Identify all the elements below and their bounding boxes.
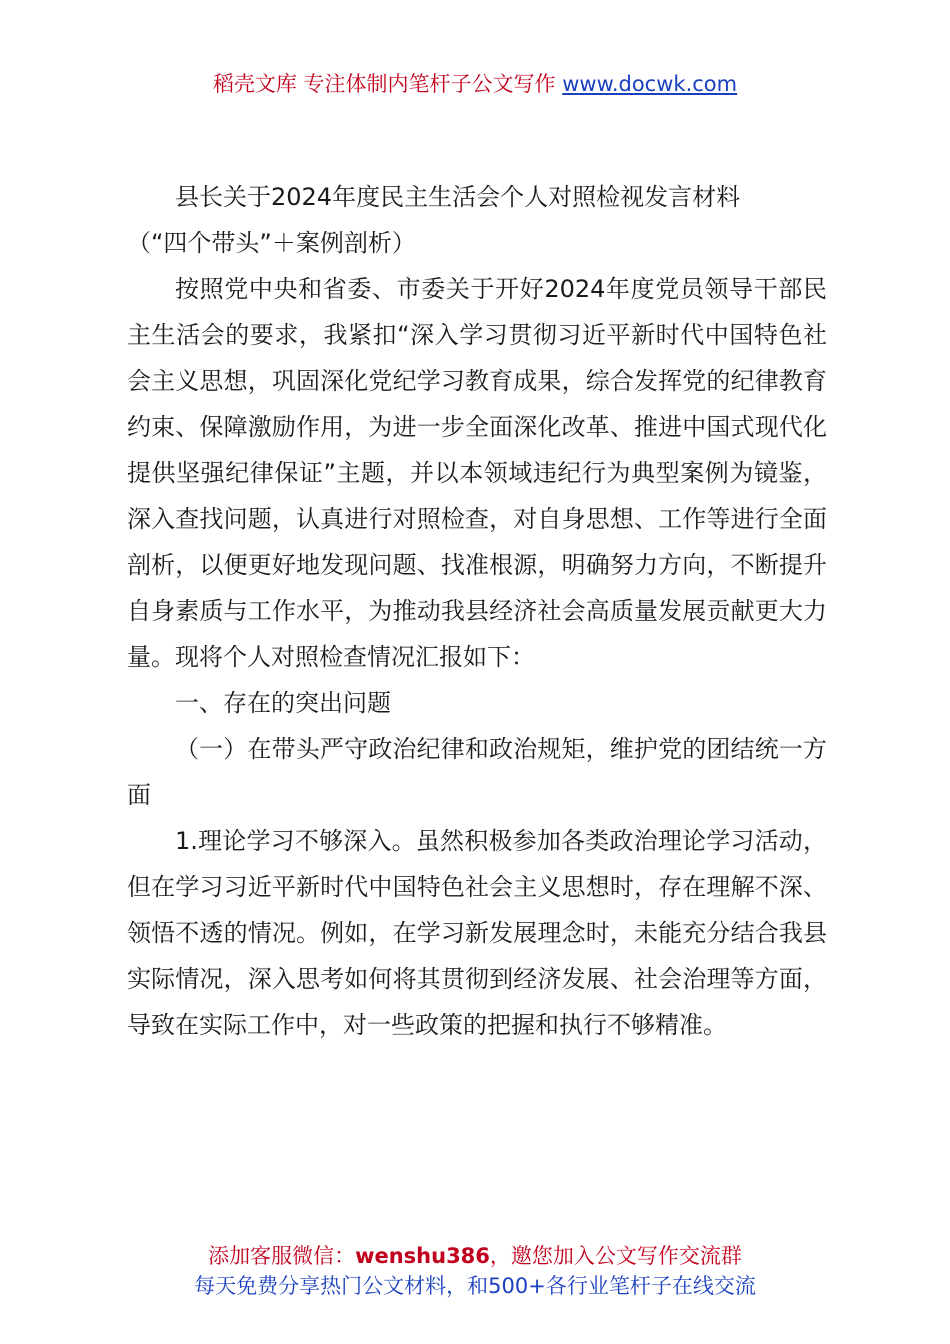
document-body — [127, 174, 827, 1048]
document-title: 县长关于2024年度民主生活会个人对照检视发言材料 — [175, 183, 741, 211]
point-theory-study-paragraph: 1.理论学习不够深入。虽然积极参加各类政治理论学习活动，但在学习习近平新时代中国特色社会主义思想时，存在理解不深、领悟不透的情况。例如，在学习新发展理念时，未能充分结合我县实际情况，深入思考如何将其贯彻到经济发展、社会治理等方面，导致在实际工作中，对一些政策的把握和执行不够精准。 — [127, 827, 827, 1039]
footer-share-line: 每天免费分享热门公文材料，和500+各行业笔杆子在线交流 — [194, 1274, 756, 1298]
footer-wechat-suffix: ，邀您加入公文写作交流群 — [489, 1244, 742, 1268]
footer-wechat-prefix: 添加客服微信： — [208, 1244, 356, 1268]
section-heading-problems: 一、存在的突出问题 — [175, 689, 391, 717]
subsection-heading-political-discipline: （一）在带头严守政治纪律和政治规矩，维护党的团结统一方面 — [127, 735, 827, 809]
footer-wechat-id: wenshu386 — [355, 1244, 490, 1268]
page-header — [0, 68, 950, 100]
footer-wechat-line — [0, 1241, 950, 1271]
header-brand-text: 稻壳文库 专注体制内笔杆子公文写作 — [212, 72, 563, 96]
document-subtitle: （“四个带头”＋案例剖析） — [127, 229, 416, 257]
header-site-link[interactable]: www.docwk.com — [562, 72, 738, 96]
intro-paragraph: 按照党中央和省委、市委关于开好2024年度党员领导干部民主生活会的要求，我紧扣“深入学习贯彻习近平新时代中国特色社会主义思想，巩固深化党纪学习教育成果，综合发挥党的纪律教育约束、保障激励作用，为进一步全面深化改革、推进中国式现代化提供坚强纪律保证”主题，并以本领域违纪行为典型案例为镜鉴，深入查找问题，认真进行对照检查，对自身思想、工作等进行全面剖析，以便更好地发现问题、找准根源，明确努力方向，不断提升自身素质与工作水平，为推动我县经济社会高质量发展贡献更大力量。现将个人对照检查情况汇报如下： — [127, 275, 827, 671]
